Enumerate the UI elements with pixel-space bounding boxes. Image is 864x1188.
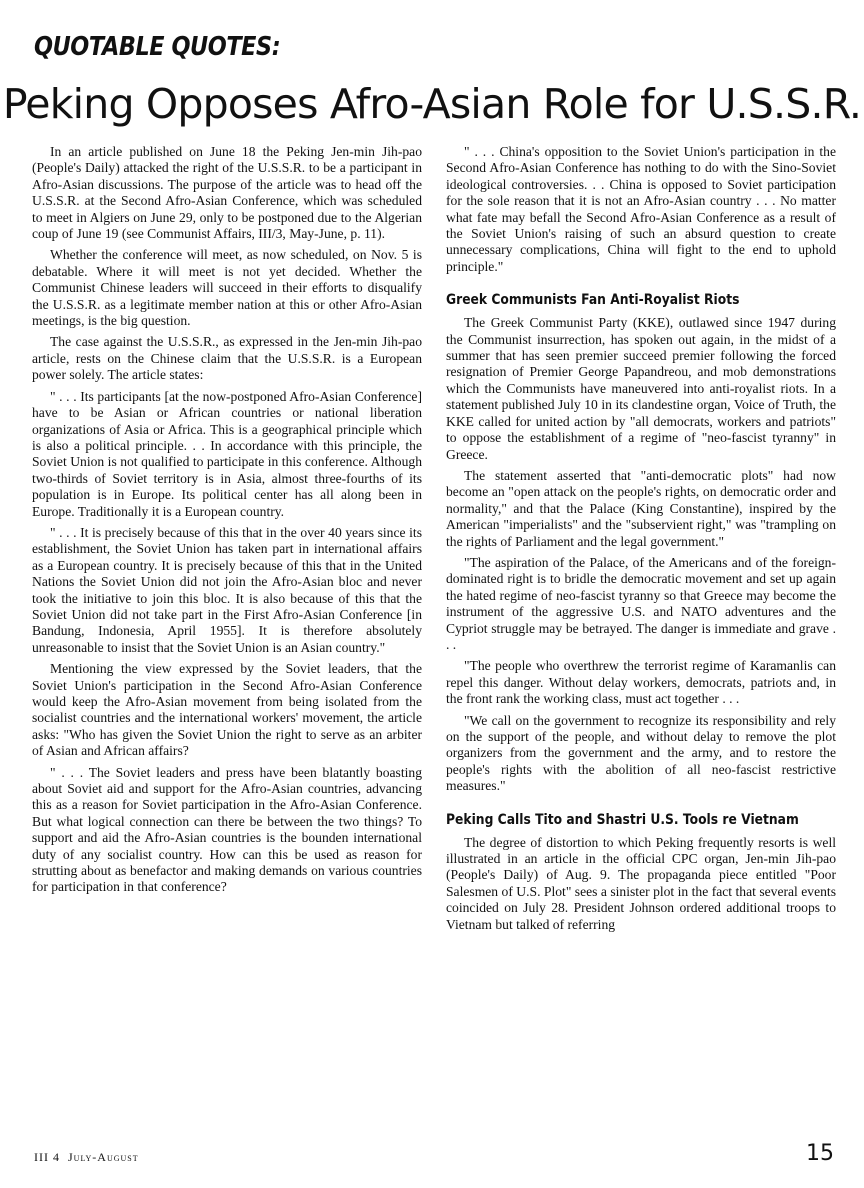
paragraph: The case against the U.S.S.R., as expressed in the Jen-min Jih-pao article, rests on the Chinese claim that the U.S.S.R. is a European power solely. The article states:: [32, 334, 422, 383]
quote-paragraph: " . . . China's opposition to the Soviet Union's participation in the Second Afro-Asian Conference has nothing to do with the Sino-Soviet ideological controversies. . . China is opposed to Soviet participation for the sole reason that it is not an Afro-Asian country . . . No matter what fate may befall the Second Afro-Asian Conference as a result of the Soviet Union's raising of such an absurd question to create unnecessary complications, China will fight to the end to uphold principle.": [446, 144, 836, 274]
page-headline: Peking Opposes Afro-Asian Role for U.S.S.R.: [2, 80, 862, 128]
footer-issue: [34, 1150, 139, 1165]
issue-number: III 4: [34, 1150, 60, 1164]
kicker-label: QUOTABLE QUOTES:: [34, 32, 281, 62]
quote-paragraph: "We call on the government to recognize its responsibility and rely on the support of the people, and without delay to remove the plot organizers from the government and the army, and to restore the people's rights with the abolition of all neo-fascist restrictive measures.": [446, 712, 836, 794]
paragraph: In an article published on June 18 the Peking Jen-min Jih-pao (People's Daily) attacked the right of the U.S.S.R. to be a participant in Afro-Asian discussions. The purpose of the article was to head off the U.S.S.R. at the Second Afro-Asian Conference, which was scheduled to meet in Algiers on June 29, only to be postponed due to the Algerian coup of June 19 (see Communist Affairs, III/3, May-June, p. 11).: [32, 144, 422, 242]
left-column: [32, 144, 422, 901]
quote-paragraph: " . . . It is precisely because of this that in the over 40 years since its establishment, the Soviet Union has taken part in international affairs as a European country. It is precisely because of this that in the United Nations the Soviet Union did not join the Afro-Asian bloc and never took the initiative to join this bloc. It is also because of this that the Soviet Union did not take part in the First Afro-Asian Conference [in Bandung, Indonesia, April 1955]. It is therefore absolutely unreasonable to insist that the Soviet Union is an Asian country.": [32, 524, 422, 655]
paragraph: The Greek Communist Party (KKE), outlawed since 1947 during the Communist insurrection, has spoken out again, in the midst of a summer that has seen premier succeed premier following the forced resignation of Premier George Papandreou, and mob demonstrations which the Communists have maneuvered into anti-royalist riots. In a statement published July 10 in its clandestine organ, Voice of Truth, the KKE called for united action by "all democrats, workers and patriots" to oppose the establishment of a regime of "neo-fascist tyranny" in Greece.: [446, 315, 836, 462]
page-number: 15: [806, 1141, 834, 1166]
paragraph: Mentioning the view expressed by the Soviet leaders, that the Soviet Union's participation in the Second Afro-Asian Conference would keep the Afro-Asian movement from being isolated from the socialist countries and the international workers' movement, the article asks: "Who has given the Soviet Union the right to serve as an arbiter of Asian and African affairs?: [32, 661, 422, 759]
paragraph: Whether the conference will meet, as now scheduled, on Nov. 5 is debatable. Where it will meet is not yet decided. Whether the Communist Chinese leaders will succeed in their efforts to disqualify the U.S.S.R. as a legitimate member nation at this or other Afro-Asian meetings, is the big question.: [32, 247, 422, 329]
quote-paragraph: " . . . The Soviet leaders and press have been blatantly boasting about Soviet aid and support for the Afro-Asian countries, advancing this as a reason for Soviet participation in the Afro-Asian Conference. But what logical connection can there be between the two things? To support and aid the Afro-Asian countries is the bounden international duty of any socialist country. How can this be used as reason for strutting about as benefactor and making demands on various countries for participation in that conference?: [32, 764, 422, 895]
quote-paragraph: "The people who overthrew the terrorist regime of Karamanlis can repel this danger. Without delay workers, democrats, patriots and, in the front rank the working class, must act together . . .: [446, 658, 836, 707]
paragraph: The degree of distortion to which Peking frequently resorts is well illustrated in an article in the official CPC organ, Jen-min Jih-pao (People's Daily) of Aug. 9. The propaganda piece entitled "Poor Salesmen of U.S. Plot" sees a sinister plot in the fact that several events coincided on July 28. President Johnson ordered additional troops to Vietnam but talked of referring: [446, 834, 836, 932]
section-heading-peking-tito-shastri: Peking Calls Tito and Shastri U.S. Tools re Vietnam: [446, 811, 799, 828]
quote-paragraph: "The aspiration of the Palace, of the Americans and of the foreign-dominated right is to bridle the democratic movement and set up again the hated regime of neo-fascist tyranny so that Greece may become the instrument of the aggressive U.S. and NATO adventures and the Cypriot struggle may be betrayed. The danger is immediate and grave . . .: [446, 554, 836, 652]
issue-months: July-August: [68, 1150, 139, 1164]
section-heading-greek-communists: Greek Communists Fan Anti-Royalist Riots: [446, 292, 740, 309]
quote-paragraph: " . . . Its participants [at the now-postponed Afro-Asian Conference] have to be Asian or African countries or national liberation organizations of Asia or Africa. This is a geographical principle which is also a political principle. . . In accordance with this principle, the Soviet Union is not qualified to participate in this conference. Although two-thirds of Soviet territory is in Asia, almost three-fourths of its population is in Europe. Its political center has all along been in Europe. Traditionally it is a European country.: [32, 388, 422, 519]
right-column: [446, 144, 836, 938]
paragraph: The statement asserted that "anti-democratic plots" had now become an "open attack on the people's rights, on democratic order and normality," and that the Palace (King Constantine), inspired by the American "imperialists" and the "subservient right," was "trampling on the rights of Parliament and the legal government.": [446, 467, 836, 549]
